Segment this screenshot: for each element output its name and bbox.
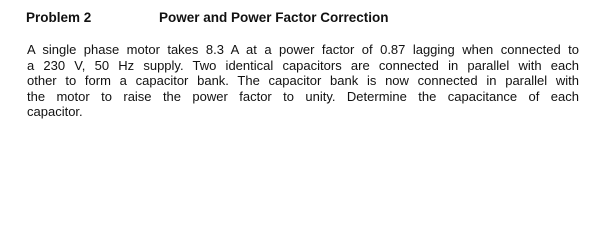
problem-text-line: other to form a capacitor bank. The capacitor bank is now connected in parallel with [27,73,579,88]
problem-text-line: A single phase motor takes 8.3 A at a power factor of 0.87 lagging when connected to [27,42,579,57]
problem-title: Power and Power Factor Correction [159,10,389,25]
problem-statement [27,42,579,120]
problem-text-line: a 230 V, 50 Hz supply. Two identical capacitors are connected in parallel with each [27,57,579,73]
problem-number: Problem 2 [26,10,92,25]
problem-text-line: the motor to raise the power factor to unity. Determine the capacitance of each [27,88,579,104]
problem-text-line: capacitor. [27,104,83,119]
